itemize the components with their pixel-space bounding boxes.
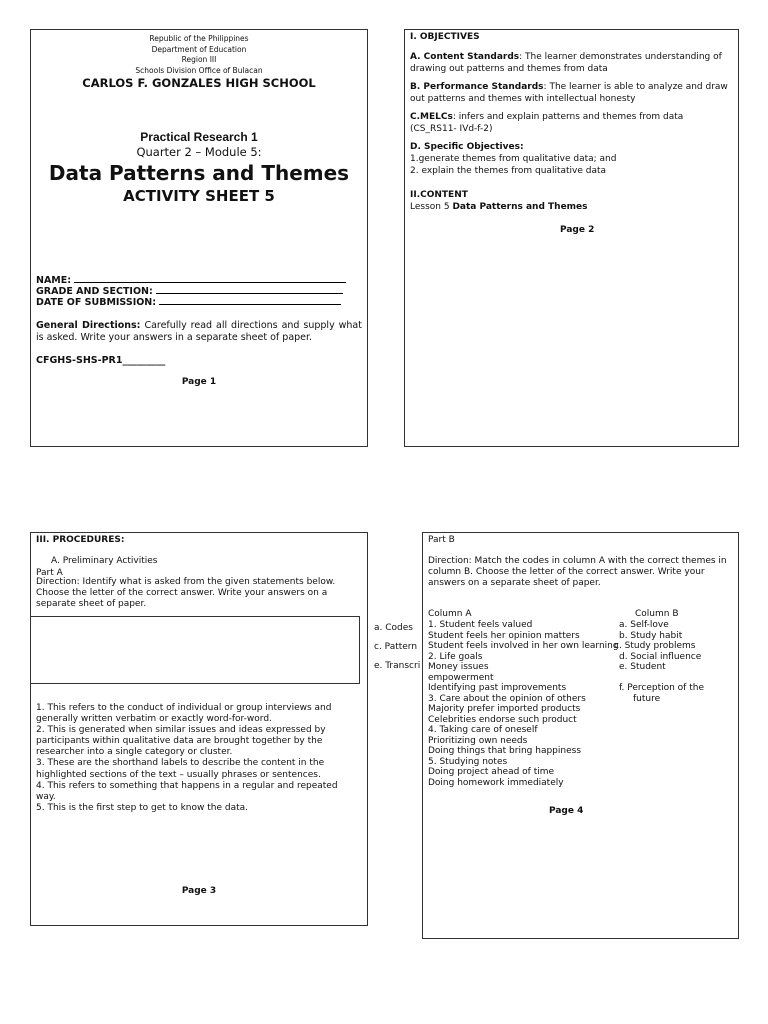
page-2-panel: [404, 29, 739, 447]
question-item: 5. This is the first step to get to know the data.: [36, 802, 248, 813]
directions-label: General Directions:: [36, 320, 141, 331]
column-a-item: Prioritizing own needs: [428, 735, 528, 746]
header-line-deped: Department of Education: [151, 44, 247, 54]
part-b-label: Part B: [428, 535, 455, 545]
subject-title: Practical Research 1: [140, 130, 258, 144]
column-a-item: 1. Student feels valued: [428, 620, 533, 630]
column-b-item: b. Study habit: [619, 630, 683, 641]
choices-box: [30, 616, 360, 684]
page-3-panel: [30, 532, 368, 926]
melcs-label: C.MELCs: [410, 112, 453, 122]
choices-options: [374, 619, 420, 676]
directions-text: Carefully read all directions and supply what is asked. Write your answers in a separate sheet of paper.: [36, 320, 362, 343]
column-a-heading: Column A: [428, 609, 472, 619]
page-number: Page 3: [181, 886, 217, 896]
column-a-item: Student feels her opinion matters: [428, 630, 580, 641]
column-a-item: 2. Life goals: [428, 651, 483, 662]
perf-std-label: B. Performance Standards: [410, 82, 544, 92]
specific-objective-item: 2. explain the themes from qualitative data: [410, 165, 607, 176]
lesson-title: Data Patterns and Themes: [452, 202, 588, 212]
column-a-item: Doing homework immediately: [428, 777, 564, 788]
perf-std-text: : The learner is able to analyze and draw out patterns and themes with intellectual honesty: [410, 82, 728, 104]
content-std-label: A. Content Standards: [410, 52, 520, 62]
column-a-item: Doing things that bring happiness: [428, 746, 582, 756]
date-label: DATE OF SUBMISSION:: [36, 297, 157, 308]
module-code: CFGHS-SHS-PR1_________: [36, 355, 166, 366]
column-a-item: Majority prefer imported products: [428, 704, 581, 714]
header-line-region: Region III: [181, 55, 217, 64]
header-block: [31, 34, 367, 76]
column-a-item: empowerment: [428, 672, 494, 683]
question-item: 3. These are the shorthand labels to describe the content in the highlighted sections of the text – usually phrases or sentences.: [36, 758, 325, 780]
column-b-list: [614, 620, 704, 704]
specific-objectives-heading: D. Specific Objectives:: [410, 142, 524, 152]
preliminary-activities: A. Preliminary Activities: [51, 556, 158, 566]
column-a-list: [428, 620, 619, 788]
grade-underline: [156, 285, 343, 294]
column-b-item: d. Social influence: [619, 651, 702, 662]
procedures-heading: III. PROCEDURES:: [36, 535, 125, 545]
activity-title: ACTIVITY SHEET 5: [123, 187, 275, 205]
school-name: CARLOS F. GONZALES HIGH SCHOOL: [82, 76, 316, 90]
melcs-text: : infers and explain patterns and themes from data (CS_RS11- IVd-f-2): [410, 112, 684, 134]
column-a-item: Money issues: [428, 662, 489, 672]
choice-option: e. Transcri: [374, 661, 421, 671]
part-a-items: [36, 703, 342, 814]
module-title: Data Patterns and Themes: [48, 161, 350, 185]
column-a-item: 3. Care about the opinion of others: [428, 693, 586, 704]
choice-option: c. Pattern: [374, 642, 418, 652]
melcs: [410, 112, 728, 135]
specific-objective-item: 1.generate themes from qualitative data; and: [410, 154, 617, 164]
objectives-heading: I. OBJECTIVES: [410, 32, 480, 42]
general-directions: [36, 320, 362, 344]
name-underline: [74, 274, 346, 283]
part-b-direction: Direction: Match the codes in column A with the correct themes in column B. Choose the letter of the correct answer. Write your answers on a separate sheet of paper.: [428, 556, 727, 588]
choice-option: a. Codes: [374, 623, 413, 633]
date-submission-field[interactable]: [36, 296, 341, 308]
content-standards: [410, 52, 730, 75]
question-item: 2. This is generated when similar issues and ideas expressed by participants within qualitative data are brought together by the researcher into a single category or cluster.: [36, 725, 326, 758]
grade-label: GRADE AND SECTION:: [36, 286, 153, 297]
specific-objectives-list: [410, 154, 616, 177]
column-b-heading: Column B: [635, 609, 679, 619]
column-b-item: f. Perception of the: [619, 683, 704, 693]
page-4-panel: [422, 532, 739, 939]
name-label: NAME:: [36, 275, 72, 286]
performance-standards: [410, 82, 732, 105]
page-number: Page 1: [181, 377, 217, 387]
column-a-item: 5. Studying notes: [428, 756, 508, 767]
part-a-direction: Direction: Identify what is asked from the given statements below. Choose the letter of the correct answer. Write your answers on a separate sheet of paper.: [36, 577, 336, 609]
column-a-item: Student feels involved in her own learning: [428, 641, 619, 651]
column-b-item: c. Study problems: [614, 641, 696, 651]
part-a-label: Part A: [36, 568, 63, 578]
content-heading: II.CONTENT: [410, 190, 468, 200]
column-b-item: e. Student: [619, 662, 666, 672]
column-a-item: Celebrities endorse such product: [428, 714, 577, 725]
quarter-line: Quarter 2 – Module 5:: [136, 145, 262, 159]
header-line-division: Schools Division Office of Bulacan: [135, 65, 263, 75]
column-a-item: Identifying past improvements: [428, 683, 567, 693]
header-line-republic: Republic of the Philippines: [149, 34, 249, 43]
page-number: Page 4: [549, 806, 584, 816]
lesson-line: [410, 202, 588, 213]
content-std-text: : The learner demonstrates understanding of drawing out patterns and themes from data: [410, 52, 722, 74]
page-number: Page 2: [560, 225, 595, 235]
column-a-item: 4. Taking care of oneself: [428, 725, 538, 735]
date-underline: [159, 296, 341, 305]
lesson-prefix: Lesson 5: [410, 202, 453, 212]
question-item: 4. This refers to something that happens in a regular and repeated way.: [36, 780, 338, 802]
column-a-item: Doing project ahead of time: [428, 767, 555, 777]
question-item: 1. This refers to the conduct of individual or group interviews and generally written verbatim or exactly word-for-word.: [36, 703, 332, 725]
column-b-item: a. Self-love: [619, 620, 669, 630]
column-b-item: future: [633, 693, 661, 704]
page-1-panel: [30, 29, 368, 447]
